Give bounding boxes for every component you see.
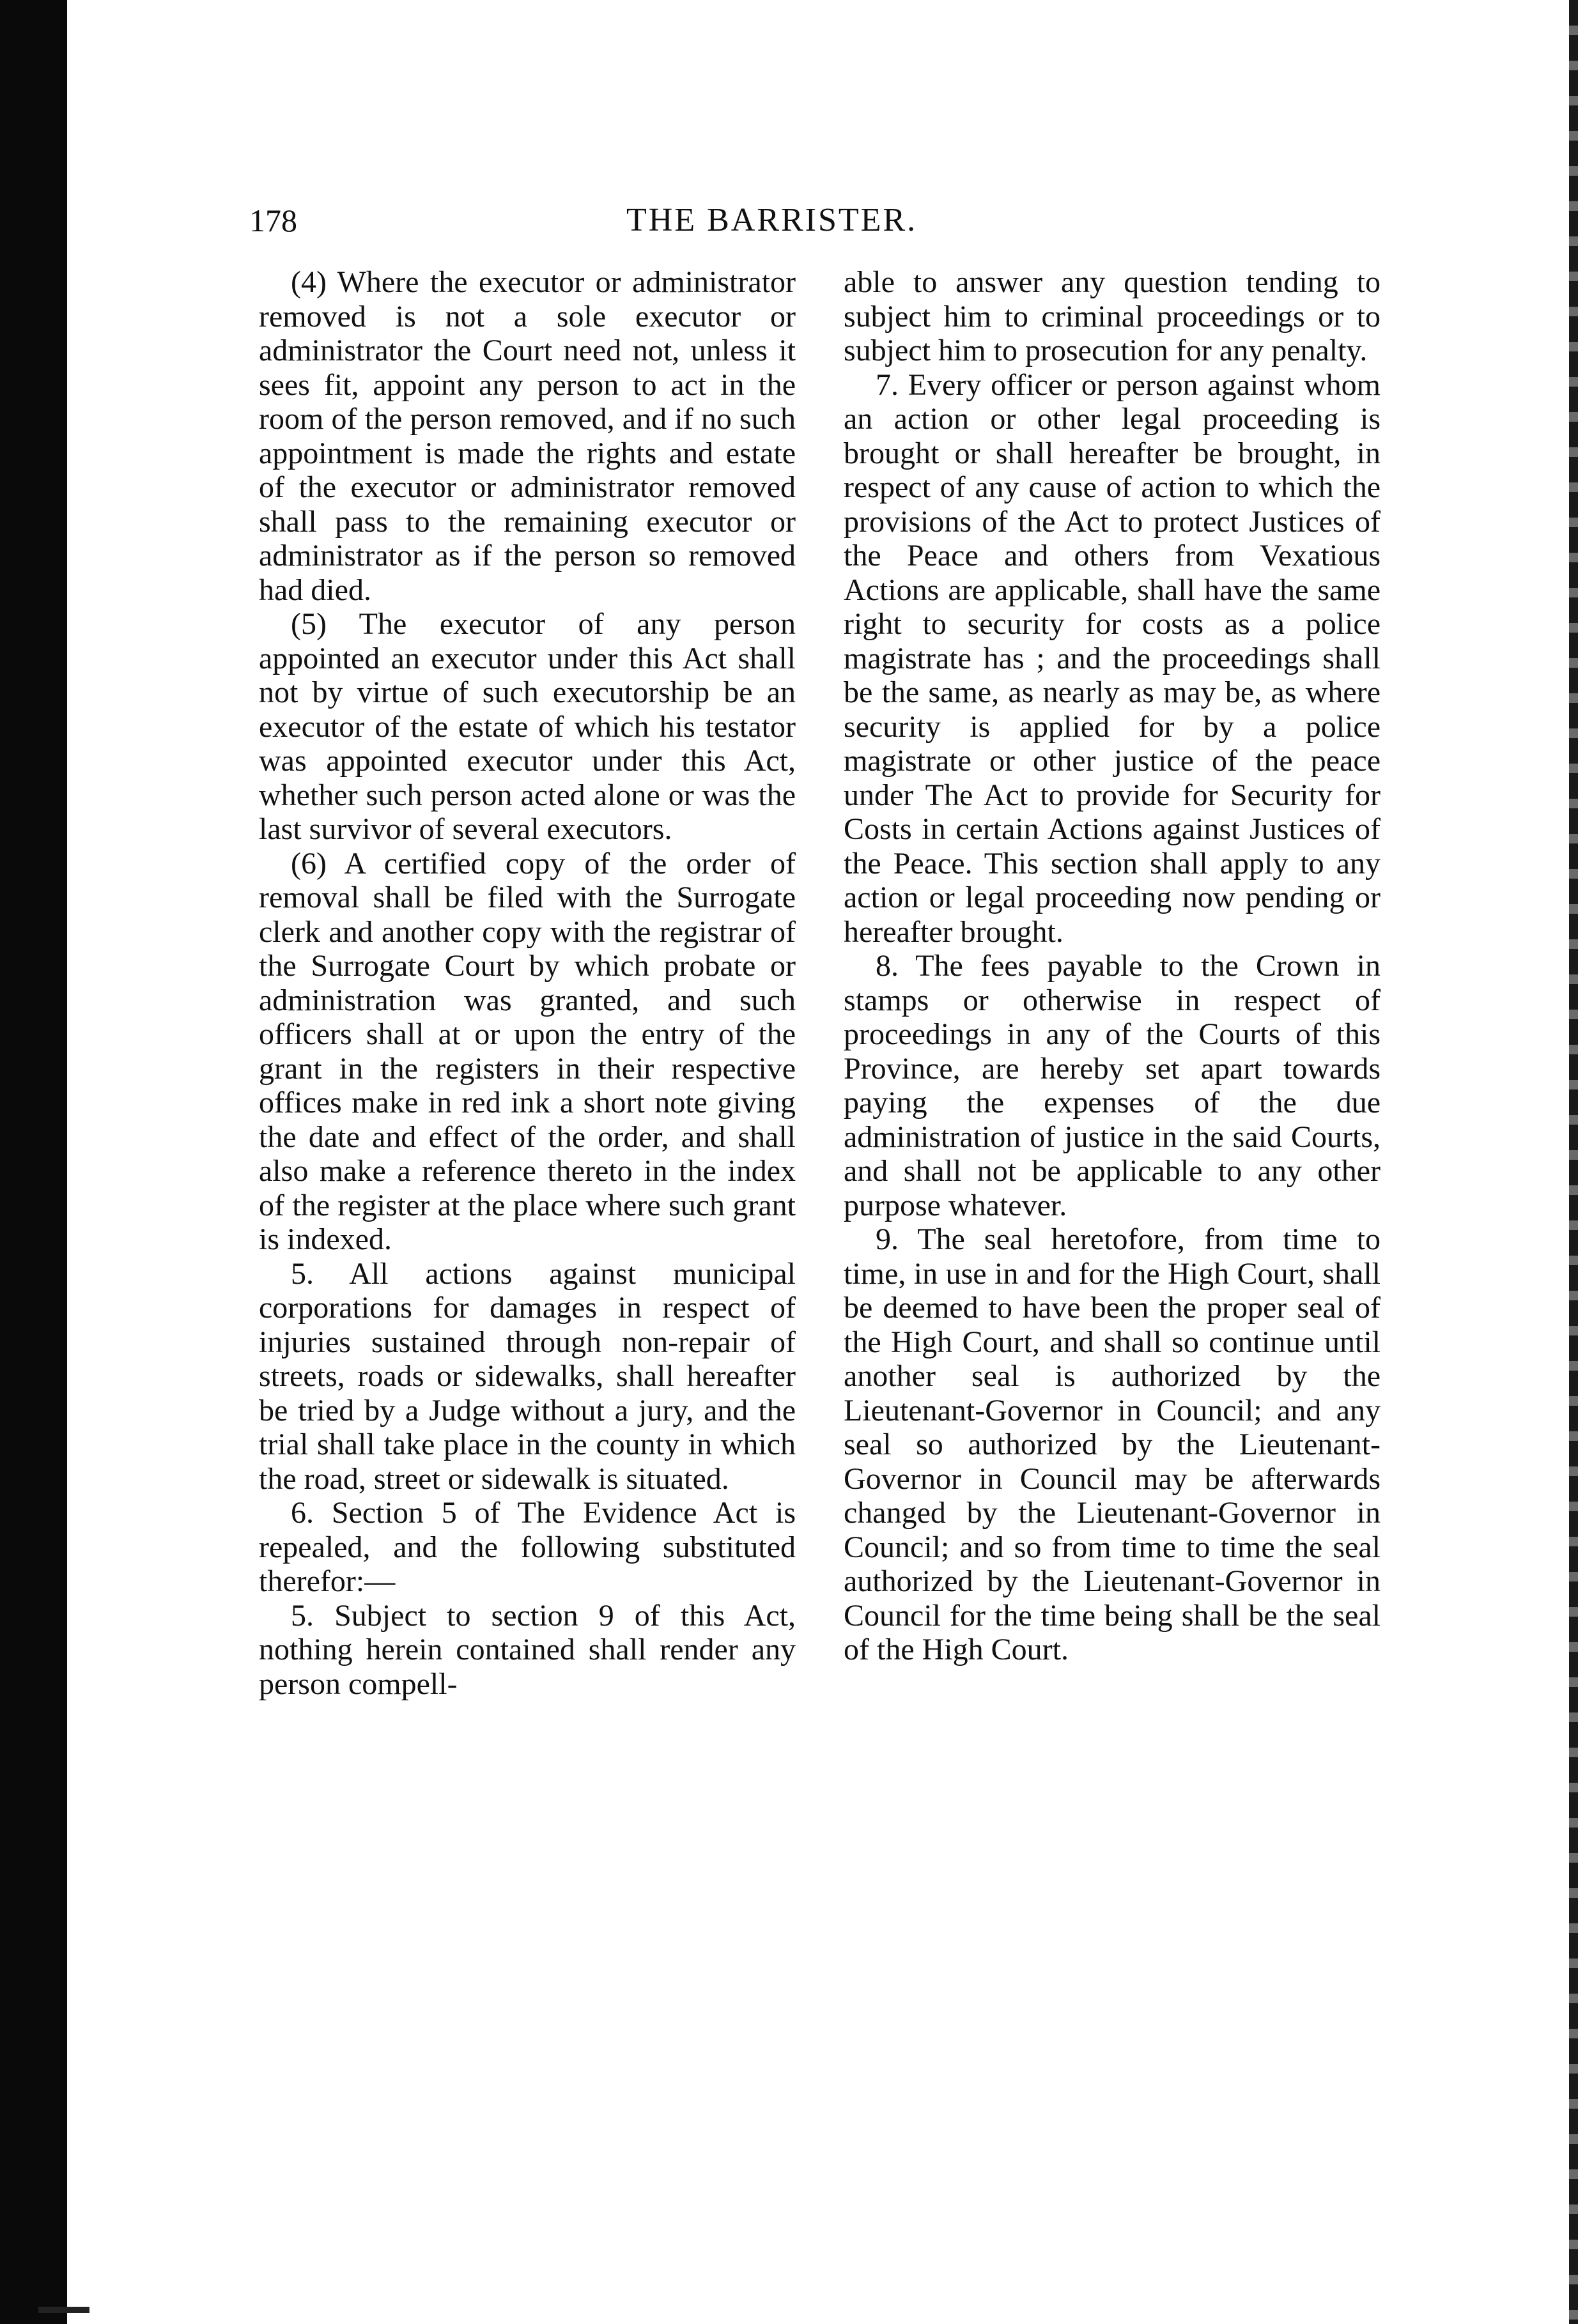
paragraph: (5) The executor of any person appointed an executor under this Act shall not by virtue of such executorship be an executor of the estate of which his testator was appointed executor under this Act, whether such person acted alone or was the last survivor of several executors.	[259, 607, 796, 846]
left-column	[259, 265, 796, 1701]
paragraph: able to answer any question tending to subject him to criminal proceedings or to subject him to prosecution for any penalty.	[844, 265, 1381, 367]
scan-edge-foot	[38, 2307, 89, 2313]
page-header	[249, 192, 1400, 249]
paragraph: 8. The fees payable to the Crown in stamps or otherwise in respect of proceedings in any of the Courts of this Province, are hereby set apart towards paying the expenses of the due administration of justice in the said Courts, and shall not be applicable to any other purpose whatever.	[844, 949, 1381, 1222]
paragraph: (4) Where the executor or administrator removed is not a sole executor or administrator the Court need not, unless it sees fit, appoint any person to act in the room of the person removed, and if no such appointment is made the rights and estate of the executor or administrator removed shall pass to the remaining executor or administrator as if the person so removed had died.	[259, 265, 796, 607]
paragraph: 7. Every officer or person against whom an action or other legal proceeding is brought or shall hereafter be brought, in respect of any cause of action to which the provisions of the Act to protect Justices of the Peace and others from Vexatious Actions are applicable, shall have the same right to security for costs as a police magistrate has ; and the proceedings shall be the same, as nearly as may be, as where security is applied for by a police magistrate or other justice of the peace under The Act to provide for Security for Costs in certain Actions against Justices of the Peace. This section shall apply to any action or legal proceeding now pending or hereafter brought.	[844, 367, 1381, 949]
right-column	[844, 265, 1381, 1667]
paragraph: 9. The seal heretofore, from time to time, in use in and for the High Court, shall be deemed to have been the proper seal of the High Court, and shall so continue until another seal is authorized by the Lieutenant-Governor in Council; and any seal so authorized by the Lieutenant-Governor in Council may be afterwards changed by the Lieutenant-Governor in Council; and so from time to time the seal authorized by the Lieutenant-Governor in Council for the time being shall be the seal of the High Court.	[844, 1222, 1381, 1666]
paragraph: (6) A certified copy of the order of removal shall be filed with the Surrogate clerk and another copy with the registrar of the Surrogate Court by which probate or administration was granted, and such officers shall at or upon the entry of the grant in the registers in their respective offices make in red ink a short note giving the date and effect of the order, and shall also make a reference thereto in the index of the register at the place where such grant is indexed.	[259, 846, 796, 1256]
paragraph: 5. All actions against municipal corporations for damages in respect of injuries sustained through non-repair of streets, roads or sidewalks, shall hereafter be tried by a Judge without a jury, and the trial shall take place in the county in which the road, street or sidewalk is situated.	[259, 1256, 796, 1496]
scan-edge-left	[0, 0, 67, 2324]
page-number: 178	[249, 203, 297, 238]
paragraph: 5. Subject to section 9 of this Act, nothing herein contained shall render any person compell-	[259, 1598, 796, 1701]
running-title: THE BARRISTER.	[626, 202, 918, 238]
scan-edge-right	[1569, 0, 1578, 2324]
paragraph: 6. Section 5 of The Evidence Act is repealed, and the following substituted therefor:—	[259, 1496, 796, 1598]
